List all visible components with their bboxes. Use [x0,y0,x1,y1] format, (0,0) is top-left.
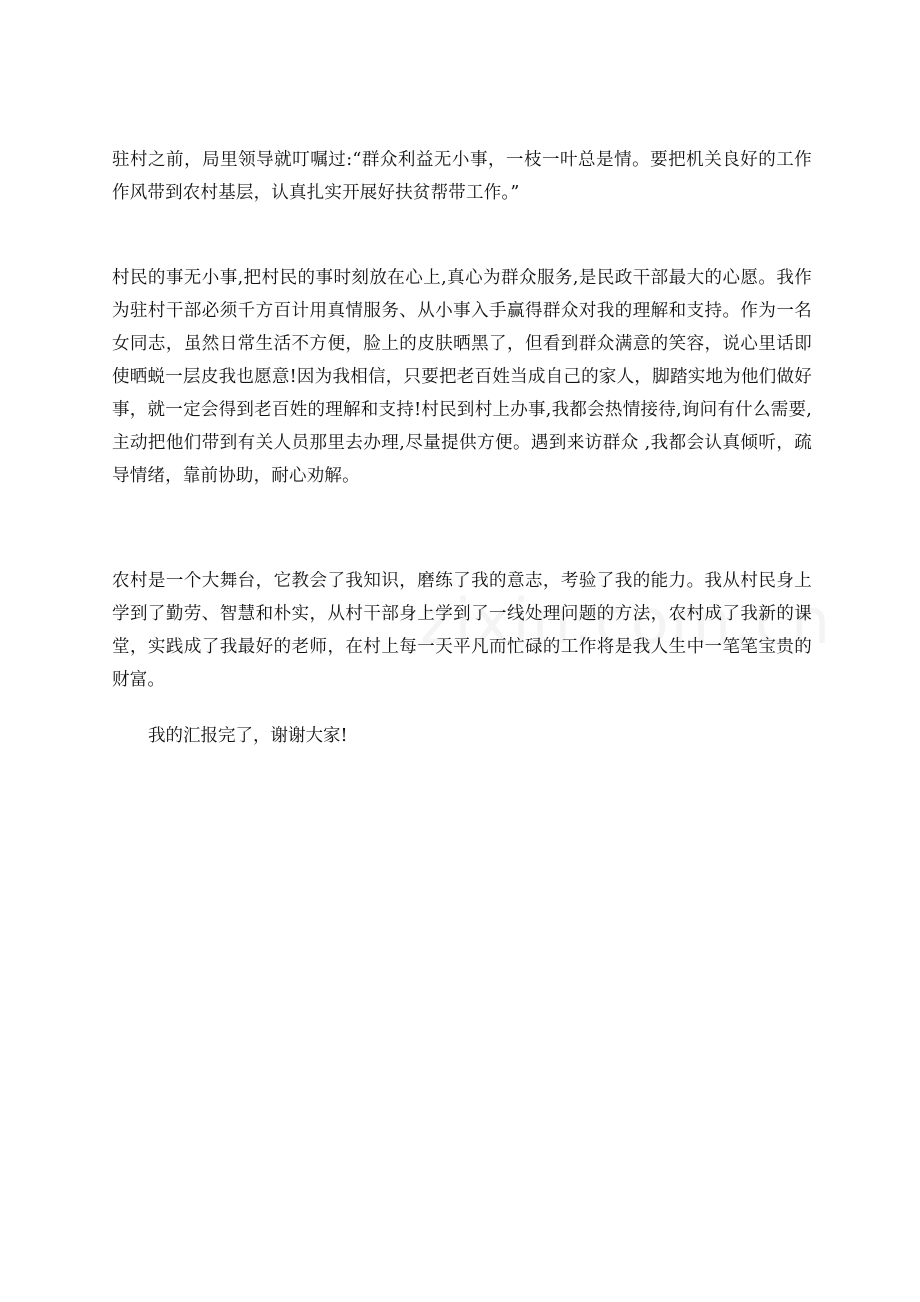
paragraph-service: 村民的事无小事,把村民的事时刻放在心上,真心为群众服务,是民政干部最大的心愿。我作为驻村干部必须千方百计用真情服务、从小事入手赢得群众对我的理解和支持。作为一名女同志，虽然日常生活不方便，脸上的皮肤晒黑了，但看到群众满意的笑容，说心里话即使晒蜕一层皮我也愿意!因为我相信，只要把老百姓当成自己的家人，脚踏实地为他们做好事，就一定会得到老百姓的理解和支持!村民到村上办事,我都会热情接待,询问有什么需要,主动把他们带到有关人员那里去办理,尽量提供方便。遇到来访群众 ,我都会认真倾听，疏导情绪，靠前协助，耐心劝解。 [112,268,812,486]
closing-remark: 我的汇报完了，谢谢大家! [148,726,348,746]
paragraph-intro: 驻村之前，局里领导就叮嘱过:“群众利益无小事，一枝一叶总是情。要把机关良好的工作作风带到农村基层，认真扎实开展好扶贫帮带工作。” [112,150,812,203]
paragraph-countryside: 农村是一个大舞台，它教会了我知识，磨练了我的意志，考验了我的能力。我从村民身上学到了勤劳、智慧和朴实，从村干部身上学到了一线处理问题的方法，农村成了我新的课堂，实践成了我最好的老师，在村上每一天平凡而忙碌的工作将是我人生中一笔笔宝贵的财富。 [112,571,812,690]
